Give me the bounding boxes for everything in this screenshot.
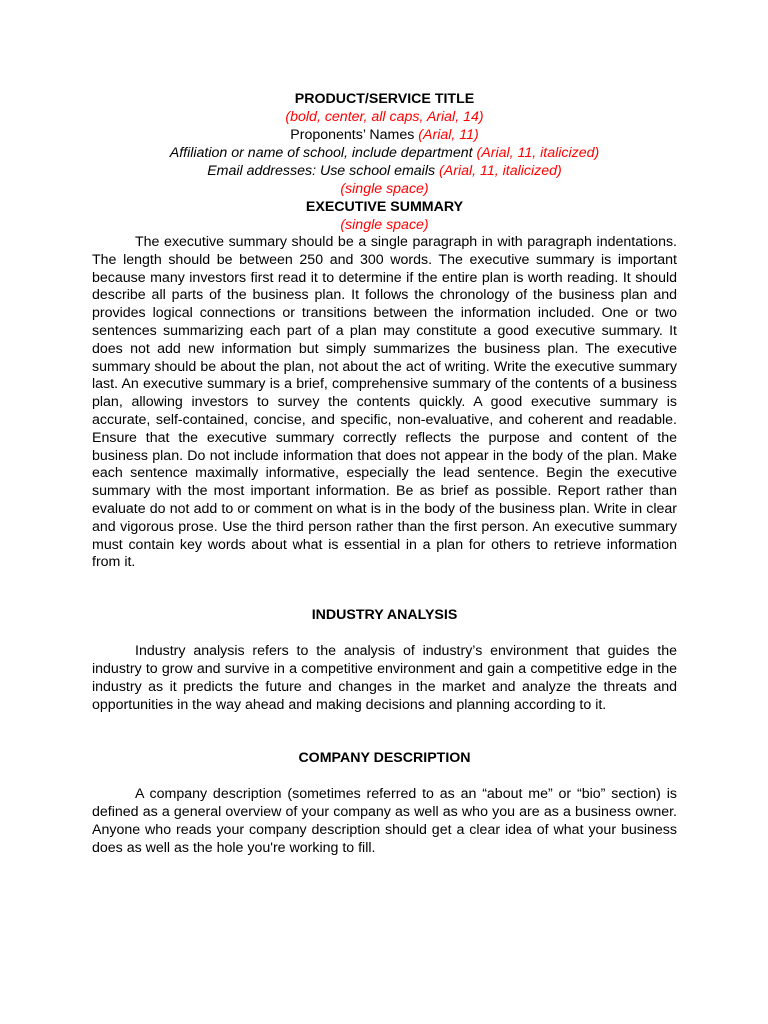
email-format-note: (Arial, 11, italicized) [439,163,562,179]
proponents-format-note: (Arial, 11) [418,127,479,143]
email-line [92,162,677,180]
proponents-label: Proponents’ Names [290,127,415,143]
affiliation-format-note: (Arial, 11, italicized) [476,145,600,161]
executive-summary-spacing-note: (single space) [340,217,429,233]
title-format-note: (bold, center, all caps, Arial, 14) [285,109,484,125]
company-description-heading: COMPANY DESCRIPTION [298,750,471,767]
industry-analysis-paragraph: Industry analysis refers to the analysis of industry’s environment that guides the industry to grow and survive in a competitive environment and gain a competitive edge in the industry as it predicts the future and changes in the market and analyze the threats and opportunities in the way ahead and making decisions and planning according to it. [92,643,677,713]
executive-summary-heading: EXECUTIVE SUMMARY [305,199,464,215]
document-page [92,90,677,858]
document-title: PRODUCT/SERVICE TITLE [294,91,475,107]
spacing-note: (single space) [340,181,429,197]
company-description-paragraph: A company description (sometimes referred to as an “about me” or “bio” section) is defined as a general overview of your company as well as who you are as a business owner. Anyone who reads your company description should get a clear idea of what your business does as well as the hole you're working to fill. [92,786,677,856]
industry-analysis-heading: INDUSTRY ANALYSIS [311,607,458,624]
proponents-line [92,126,677,144]
executive-summary-paragraph: The executive summary should be a single paragraph in with paragraph indentations. The length should be between 250 and 300 words. The executive summary is important because many investors first read it to determine if the entire plan is worth reading. It should describe all parts of the business plan. It follows the chronology of the business plan and provides logical connections or transitions between the information included. One or two sentences summarizing each part of a plan may constitute a good executive summary. It does not add new information but simply summarizes the business plan. The executive summary should be about the plan, not about the act of writing. Write the executive summary last. An executive summary is a brief, comprehensive summary of the contents of a business plan, allowing investors to survey the contents quickly. A good executive summary is accurate, self-contained, concise, and specific, non-evaluative, and coherent and readable. Ensure that the executive summary correctly reflects the purpose and content of the business plan. Do not include information that does not appear in the body of the plan. Make each sentence maximally informative, especially the lead sentence. Begin the executive summary with the most important information. Be as brief as possible. Report rather than evaluate do not add to or comment on what is in the body of the business plan. Write in clear and vigorous prose. Use the third person rather than the first person. An executive summary must contain key words about what is essential in a plan for others to retrieve information from it. [92,234,677,571]
email-label: Email addresses: Use school emails [207,163,436,179]
affiliation-line [92,144,677,162]
affiliation-label: Affiliation or name of school, include department [169,145,473,161]
